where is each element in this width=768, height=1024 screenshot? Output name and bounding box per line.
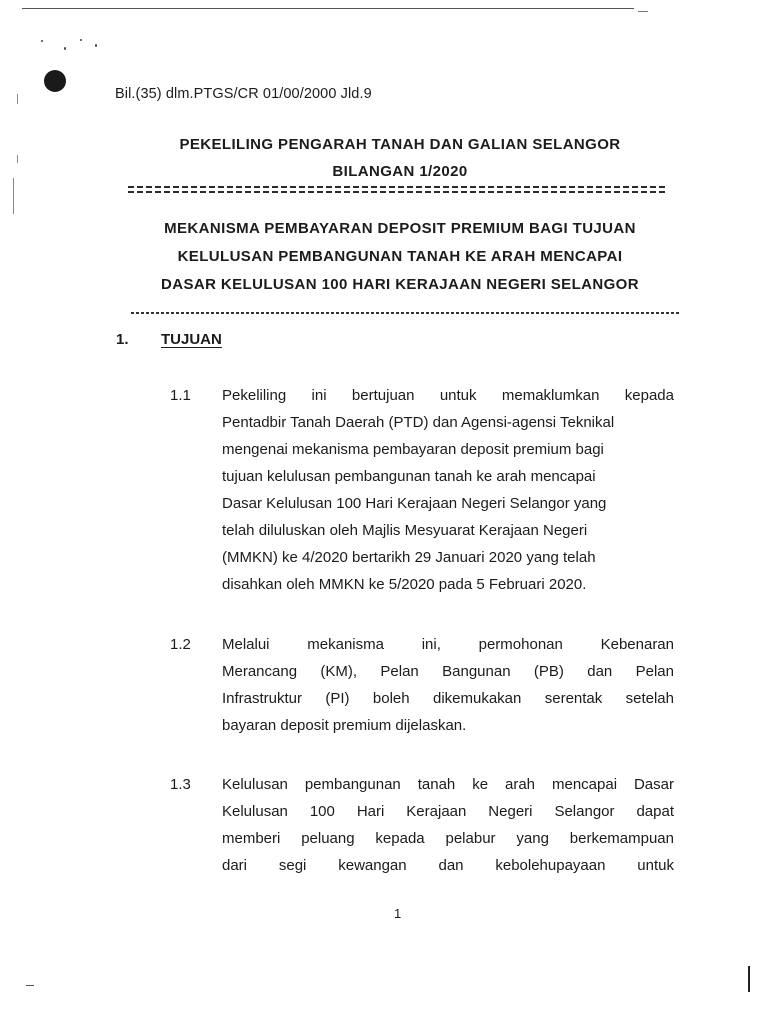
paragraph-line: Kelulusan 100 Hari Kerajaan Negeri Selangor dapat [222, 803, 674, 820]
paragraph-line: Dasar Kelulusan 100 Hari Kerajaan Negeri Selangor yang [222, 495, 607, 512]
reference-number: Bil.(35) dlm.PTGS/CR 01/00/2000 Jld.9 [115, 86, 372, 102]
paragraph-line: bayaran deposit premium dijelaskan. [222, 717, 467, 734]
paragraph-line: Kelulusan pembangunan tanah ke arah mencapai Dasar [222, 776, 674, 793]
paragraph-line: mengenai mekanisma pembayaran deposit premium bagi [222, 441, 604, 458]
subject-line: MEKANISMA PEMBAYARAN DEPOSIT PREMIUM BAGI TUJUAN [164, 220, 636, 237]
section-title: TUJUAN [161, 331, 222, 348]
scan-edge-mark [748, 966, 750, 992]
punch-hole-mark [44, 70, 66, 92]
subject-line: KELULUSAN PEMBANGUNAN TANAH KE ARAH MENCAPAI [177, 248, 623, 265]
double-rule-separator [128, 185, 668, 195]
margin-tick [13, 178, 14, 214]
section-number: 1. [116, 331, 129, 348]
paragraph-line: Pentadbir Tanah Daerah (PTD) dan Agensi-agensi Teknikal [222, 414, 615, 431]
margin-tick [17, 155, 18, 163]
paragraph-line: tujuan kelulusan pembangunan tanah ke arah mencapai [222, 468, 596, 485]
scan-speck [64, 47, 66, 50]
paragraph-number: 1.1 [170, 387, 191, 404]
circular-number: BILANGAN 1/2020 [332, 163, 468, 180]
paragraph-line: memberi peluang kepada pelabur yang berkemampuan [222, 830, 674, 847]
margin-tick [17, 94, 18, 104]
paragraph-line: Pekeliling ini bertujuan untuk memaklumkan kepada [222, 387, 674, 404]
document-title: PEKELILING PENGARAH TANAH DAN GALIAN SELANGOR [179, 136, 621, 153]
paragraph-line: telah diluluskan oleh Majlis Mesyuarat Kerajaan Negeri [222, 522, 588, 539]
paragraph-line: Merancang (KM), Pelan Bangunan (PB) dan Pelan [222, 663, 674, 680]
paragraph-number: 1.3 [170, 776, 191, 793]
paragraph-number: 1.2 [170, 636, 191, 653]
page-number: 1 [394, 906, 402, 921]
paragraph-line: dari segi kewangan dan kebolehupayaan untuk [222, 857, 674, 874]
top-border-line [22, 8, 634, 9]
scan-edge-mark [26, 985, 34, 986]
top-border-line-tail [638, 11, 648, 12]
dashed-rule-separator [131, 312, 681, 314]
scan-speck [41, 40, 43, 42]
paragraph-line: disahkan oleh MMKN ke 5/2020 pada 5 Februari 2020. [222, 576, 587, 593]
scan-speck [95, 44, 97, 47]
paragraph-line: Infrastruktur (PI) boleh dikemukakan serentak setelah [222, 690, 674, 707]
paragraph-line: Melalui mekanisma ini, permohonan Kebenaran [222, 636, 674, 653]
paragraph-line: (MMKN) ke 4/2020 bertarikh 29 Januari 2020 yang telah [222, 549, 596, 566]
subject-line: DASAR KELULUSAN 100 HARI KERAJAAN NEGERI SELANGOR [161, 276, 639, 293]
scan-speck [80, 39, 82, 41]
